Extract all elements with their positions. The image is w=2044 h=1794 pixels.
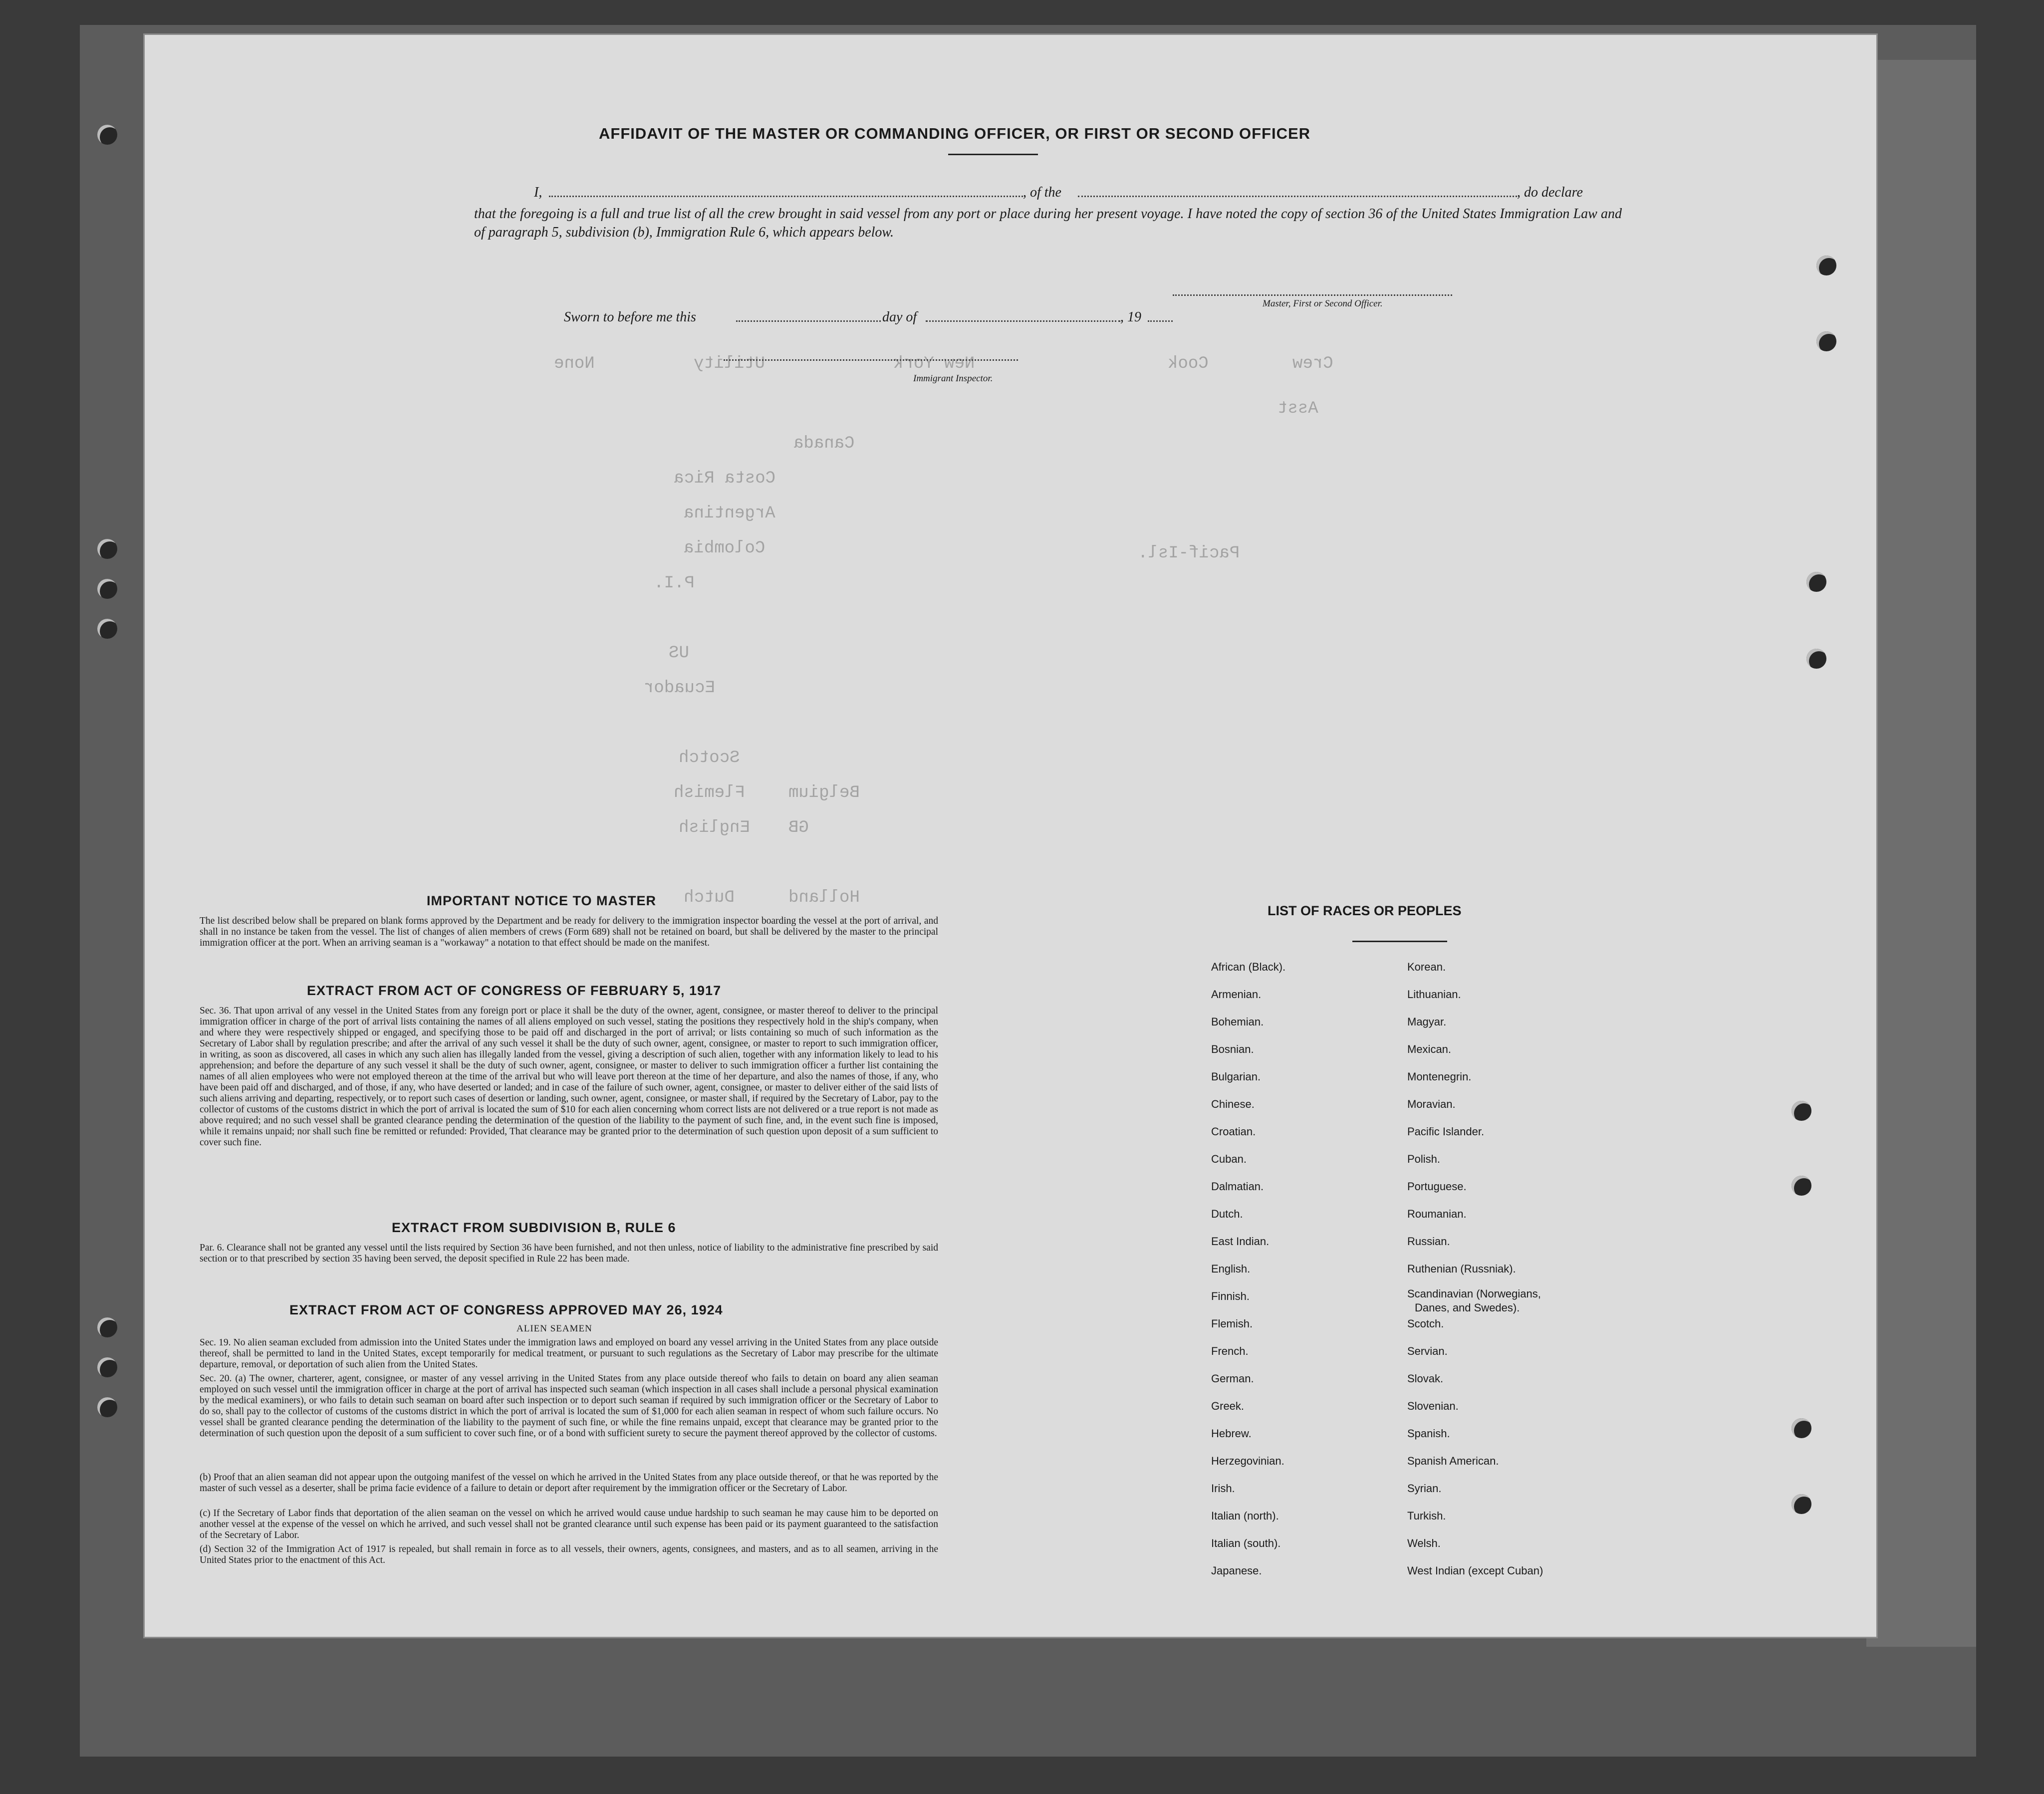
rule6-text: Par. 6. Clearance shall not be granted any vessel until the lists required by Section 36 have been furnished, and not then unless, notice of liability to the administrative fine prescribed by said section or to that prescribed by section 35 having been served, the deposit specified in Rule 22 has been made. <box>200 1243 938 1264</box>
bleed-through-text: Holland <box>788 888 860 907</box>
race-left-item: Armenian. <box>1211 988 1262 1001</box>
sworn-label: Sworn to before me this <box>564 309 696 325</box>
punch-hole-icon <box>97 125 117 145</box>
race-right-item: Lithuanian. <box>1407 988 1461 1001</box>
punch-hole-icon <box>1791 1418 1811 1438</box>
punch-hole-icon <box>1791 1176 1811 1196</box>
bleed-through-text: Asst <box>1278 399 1318 418</box>
bleed-through-text: Argentina <box>684 504 775 523</box>
race-left-item: Herzegovinian. <box>1211 1455 1284 1467</box>
race-right-item: Spanish. <box>1407 1427 1450 1440</box>
sworn-month-field[interactable] <box>926 320 1120 322</box>
race-right-item: Scandinavian (Norwegians, <box>1407 1287 1541 1300</box>
vessel-label: , of the <box>1023 185 1061 200</box>
sec20c-text: (c) If the Secretary of Labor finds that deportation of the alien seaman on the vessel on which he arrived would cause undue hardship to such seaman he may cause him to be deported on another vessel at the expense of the vessel on which he arrived, and such vessel shall not be granted clearance until such expense has been paid or its payment guaranteed to the satisfaction of the Secretary of Labor. <box>200 1508 938 1540</box>
race-left-item: French. <box>1211 1345 1249 1357</box>
extract-1924-title: EXTRACT FROM ACT OF CONGRESS APPROVED MAY 26, 1924 <box>289 1302 723 1317</box>
bleed-through-text: Pacif-Isl. <box>1138 544 1240 563</box>
race-left-item: German. <box>1211 1372 1254 1385</box>
officer-signature-caption: Master, First or Second Officer. <box>1263 298 1383 309</box>
race-right-item: Korean. <box>1407 961 1446 973</box>
race-left-item: Hebrew. <box>1211 1427 1252 1440</box>
race-left-item: Italian (north). <box>1211 1510 1279 1522</box>
sworn-year-field[interactable] <box>1148 320 1173 322</box>
race-left-item: English. <box>1211 1263 1251 1275</box>
bleed-through-text: Flemish <box>674 783 745 802</box>
punch-hole-icon <box>1806 572 1826 592</box>
manifest-page <box>145 35 1876 1637</box>
race-right-item: Portuguese. <box>1407 1180 1467 1193</box>
bleed-through-text: Costa Rica <box>674 469 776 488</box>
punch-hole-icon <box>97 619 117 639</box>
punch-hole-icon <box>97 1397 117 1417</box>
race-right-item: Welsh. <box>1407 1537 1441 1549</box>
race-left-item: Japanese. <box>1211 1564 1262 1577</box>
race-left-item: Bosnian. <box>1211 1043 1254 1055</box>
race-right-item: West Indian (except Cuban) <box>1407 1564 1543 1577</box>
race-right-item: Russian. <box>1407 1235 1450 1248</box>
race-left-item: Finnish. <box>1211 1290 1250 1302</box>
race-right-item: Slovak. <box>1407 1372 1444 1385</box>
race-right-item: Ruthenian (Russniak). <box>1407 1263 1516 1275</box>
sec20d-text: (d) Section 32 of the Immigration Act of 1917 is repealed, but shall remain in force as to all vessels, their owners, agents, consignees, and masters, and as to all seamen, arriving in the United States prior to the enactment of this Act. <box>200 1544 938 1565</box>
officer-signature-field[interactable] <box>1173 294 1452 296</box>
race-left-item: Flemish. <box>1211 1317 1253 1330</box>
bleed-through-text: GB <box>788 818 809 837</box>
bleed-through-text: US <box>669 644 689 663</box>
extract-1917-title: EXTRACT FROM ACT OF CONGRESS OF FEBRUARY 5, 1917 <box>307 983 722 998</box>
title-underline <box>948 154 1038 155</box>
race-left-item: Italian (south). <box>1211 1537 1281 1549</box>
race-right-item: Turkish. <box>1407 1510 1446 1522</box>
sworn-year-label: , 19 <box>1120 309 1141 325</box>
sworn-day-field[interactable] <box>736 320 881 322</box>
race-left-item: Bulgarian. <box>1211 1070 1261 1083</box>
bleed-through-text: Utility <box>694 354 765 373</box>
affidavit-statement: that the foregoing is a full and true list of all the crew brought in said vessel from any port or place during her present voyage. I have noted the copy of section 36 of the United States Immigration Law and of paragraph 5, subdivision (b), Immigration Rule 6, which appears below. <box>474 206 1622 240</box>
race-left-item: Irish. <box>1211 1482 1235 1495</box>
race-right-item: Mexican. <box>1407 1043 1452 1055</box>
bleed-through-text: Dutch <box>684 888 735 907</box>
race-right-item: Scotch. <box>1407 1317 1444 1330</box>
races-title-underline <box>1352 941 1447 942</box>
race-right-item: Moravian. <box>1407 1098 1456 1110</box>
race-left-item: Chinese. <box>1211 1098 1255 1110</box>
race-right-item: Syrian. <box>1407 1482 1442 1495</box>
extract-1924-subtitle: ALIEN SEAMEN <box>516 1323 592 1334</box>
race-right-item: Spanish American. <box>1407 1455 1499 1467</box>
affidavit-title: AFFIDAVIT OF THE MASTER OR COMMANDING OFFICER, OR FIRST OR SECOND OFFICER <box>599 125 1311 142</box>
punch-hole-icon <box>1816 331 1836 351</box>
bleed-through-text: Belgium <box>788 783 860 802</box>
bleed-through-text: Cook <box>1168 354 1209 373</box>
race-left-item: Bohemian. <box>1211 1016 1264 1028</box>
race-left-item: East Indian. <box>1211 1235 1270 1248</box>
sec19-text: Sec. 19. No alien seaman excluded from admission into the United States under the immigration laws and employed on board any vessel arriving in the United States from any place outside thereof, shall be permitted to land in the United States, except temporarily for medical treatment, or pursuant to such regulations as the Secretary of Labor may prescribe for the ultimate departure, removal, or deportation of such alien from the United States. <box>200 1337 938 1370</box>
race-right-item: Slovenian. <box>1407 1400 1459 1412</box>
sworn-day-label: day of <box>882 309 917 325</box>
race-right-item: Polish. <box>1407 1153 1441 1165</box>
race-left-item: African (Black). <box>1211 961 1286 973</box>
bleed-through-text: Scotch <box>679 749 740 768</box>
punch-hole-icon <box>97 539 117 559</box>
bleed-through-text: Canada <box>793 434 855 453</box>
race-right-item: Danes, and Swedes). <box>1415 1301 1520 1314</box>
vessel-name-field[interactable] <box>1078 196 1517 197</box>
bleed-through-text: Colombia <box>684 539 766 558</box>
race-left-item: Cuban. <box>1211 1153 1247 1165</box>
punch-hole-icon <box>1806 649 1826 669</box>
sec20a-text: Sec. 20. (a) The owner, charterer, agent, consignee, or master of any vessel arriving in the United States from any place outside thereof who fails to detain on board any alien seaman employed on such vessel until the immigration officer in charge at the port of arrival has inspected such seaman (which inspection in all cases shall include a personal physical examination by the medical examiners), or who fails to detain such seaman on board after such inspection or to deport such seaman if required by such immigration officer or the Secretary of Labor to do so, shall pay to the collector of customs of the customs district in which the port of arrival is located the sum of $1,000 for each alien seaman in respect of whom such failure occurs. No vessel shall be granted clearance pending the determination of the liability to the payment of such fine, or while the fine remains unpaid, except that clearance may be granted prior to the determination of such question upon the deposit of a sum sufficient to cover such fine, or of a bond with sufficient surety to secure the payment thereof approved by the collector of customs. <box>200 1373 938 1439</box>
punch-hole-icon <box>1791 1494 1811 1514</box>
extract-1917-text: Sec. 36. That upon arrival of any vessel in the United States from any foreign port or place it shall be the duty of the owner, agent, consignee, or master thereof to deliver to the principal immigration officer in charge of the port of arrival lists containing the names of all aliens employed on such vessel, stating the positions they respectively hold in the ship's company, when and where they were respectively shipped or engaged, and specifying those to be paid off and discharged in the port of arrival; or lists containing so much of such information as the Secretary of Labor shall by regulation prescribe; and after the arrival of any such vessel it shall be the duty of such owner, agent, consignee, or master to report to such immigration officer, in writing, as soon as discovered, all cases in which any such alien has illegally landed from the vessel, giving a description of such alien, together with any information likely to lead to his apprehension; and before the departure of any such vessel it shall be the duty of such owner, agent, consignee, or master to deliver to such immigration officer a further list containing the names of all alien employees who were not employed thereon at the time of the arrival but who will leave port thereon at the time of her departure, and also the names of those, if any, who have been paid off and discharged, and of those, if any, who have deserted or landed; and in case of the failure of such owner, agent, consignee, or master to deliver either of the said lists of such aliens arriving and departing, respectively, or to report such cases of desertion or landing, such owner, agent, consignee, or master shall, if required by the Secretary of Labor, pay to the collector of customs of the customs district in which the port of arrival is located the sum of $10 for each alien concerning whom correct lists are not delivered or a true report is not made as above required; and no such vessel shall be granted clearance pending the determination of the question of the liability to the payment of such fine, and, in the event such fine is imposed, while it remains unpaid; nor shall such fine be remitted or refunded: Provided, That clearance may be granted prior to the determination of such question upon deposit of a sum sufficient to cover such fine. <box>200 1006 938 1148</box>
race-left-item: Dalmatian. <box>1211 1180 1264 1193</box>
bleed-through-text: New York <box>893 354 975 373</box>
punch-hole-icon <box>97 579 117 599</box>
punch-hole-icon <box>97 1357 117 1377</box>
inspector-signature-field[interactable] <box>724 359 1018 361</box>
bleed-through-text: English <box>679 818 750 837</box>
bleed-through-text: Ecuador <box>644 679 715 698</box>
punch-hole-icon <box>1816 256 1836 275</box>
race-right-item: Roumanian. <box>1407 1208 1467 1220</box>
declare-label: , do declare <box>1517 185 1583 200</box>
race-left-item: Dutch. <box>1211 1208 1243 1220</box>
race-left-item: Greek. <box>1211 1400 1245 1412</box>
bleed-through-text: P.I. <box>654 574 695 593</box>
bleed-through-text: None <box>554 354 595 373</box>
bleed-through-text: Crew <box>1292 354 1333 373</box>
race-right-item: Montenegrin. <box>1407 1070 1472 1083</box>
sec20b-text: (b) Proof that an alien seaman did not appear upon the outgoing manifest of the vessel on which he arrived in the United States from any place outside thereof, or that he was reported by the master of such vessel as a deserter, shall be prima facie evidence of a failure to detain or deport after requirement by the immigration officer or the Secretary of Labor. <box>200 1472 938 1494</box>
notice-text: The list described below shall be prepared on blank forms approved by the Department and be ready for delivery to the immigration inspector boarding the vessel at the port of arrival, and shall in no instance be taken from the vessel. The list of changes of alien members of crews (Form 689) shall not be retained on board, but shall be delivered by the master to the principal immigration officer at the port. When an arriving seaman is a "workaway" a notation to that effect should be made on the manifest. <box>200 916 938 948</box>
punch-hole-icon <box>97 1317 117 1337</box>
inspector-caption: Immigrant Inspector. <box>913 373 993 384</box>
underlying-sheet-edge <box>1866 60 1976 1647</box>
race-right-item: Servian. <box>1407 1345 1448 1357</box>
race-right-item: Pacific Islander. <box>1407 1125 1485 1138</box>
declarant-label: I, <box>534 185 542 200</box>
race-right-item: Magyar. <box>1407 1016 1447 1028</box>
punch-hole-icon <box>1791 1101 1811 1121</box>
rule6-title: EXTRACT FROM SUBDIVISION B, RULE 6 <box>392 1220 676 1235</box>
declarant-name-field[interactable] <box>549 196 1023 197</box>
race-left-item: Croatian. <box>1211 1125 1256 1138</box>
races-title: LIST OF RACES OR PEOPLES <box>1268 903 1462 918</box>
notice-title: IMPORTANT NOTICE TO MASTER <box>427 893 656 908</box>
